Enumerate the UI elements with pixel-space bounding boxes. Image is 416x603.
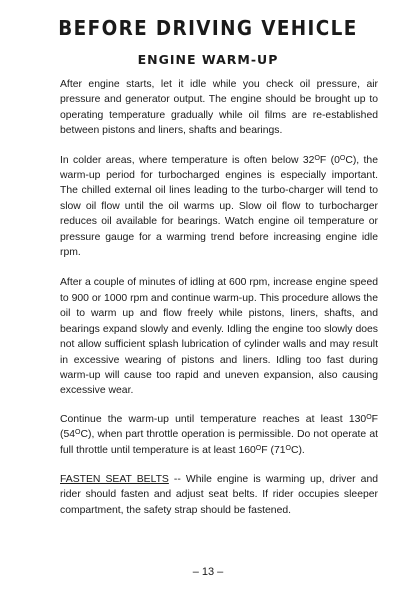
paragraph-idling: After a couple of minutes of idling at 600 rpm, increase engine speed to 900 or 1000 rpm and continue warm-up. This procedure allows the oil to warm up and flow freely while pistons, liners, shafts, and bearings expand slowly and evenly. Idling the engine too slowly does not allow sufficient splash lubrication of cylinder walls and may result in excessive wearing of pistons and liners. Idling too fast during warm-up will cause too rapid and uneven expansion, also causing excessive wear. bbox=[60, 277, 378, 397]
page-title: BEFORE DRIVING VEHICLE bbox=[58, 16, 358, 40]
seat-belts-heading: FASTEN SEAT BELTS bbox=[60, 473, 169, 485]
paragraph-oil-pressure: After engine starts, let it idle while you check oil pressure, air pressure and generator output. The engine should be brought up to operating temperature gradually while oil films are re-established between pistons and liners, shafts and bearings. bbox=[60, 79, 378, 137]
body-text bbox=[60, 77, 378, 532]
page-number: – 13 – bbox=[192, 566, 224, 578]
paragraph-seat-belts: FASTEN SEAT BELTS -- While engine is warming up, driver and rider should fasten and adjust seat belts. If rider occupies sleeper compartment, the safety strap should be fastened. bbox=[60, 473, 379, 516]
paragraph-temperature: Continue the warm-up until temperature reaches at least $130^OF$ $(54^OC)$, when part throttle operation is permissible. Do not operate at full throttle until temperature is at least $160^OF$ $(71^OC)$. bbox=[60, 413, 378, 456]
section-heading: ENGINE WARM-UP bbox=[137, 52, 279, 67]
paragraph-cold-areas: In colder areas, where temperature is often below $32^OF$ $(0^OC)$, the warm-up period for turbocharged engines is especially important. The chilled external oil lines leading to the turbo-charger will tend to slow oil flow until the oil warms up. Slow oil flow to turbocharger reduces oil available for bearings. Watch engine oil temperature or pressure gauge for a warming trend before increasing engine idle rpm. bbox=[60, 154, 378, 259]
